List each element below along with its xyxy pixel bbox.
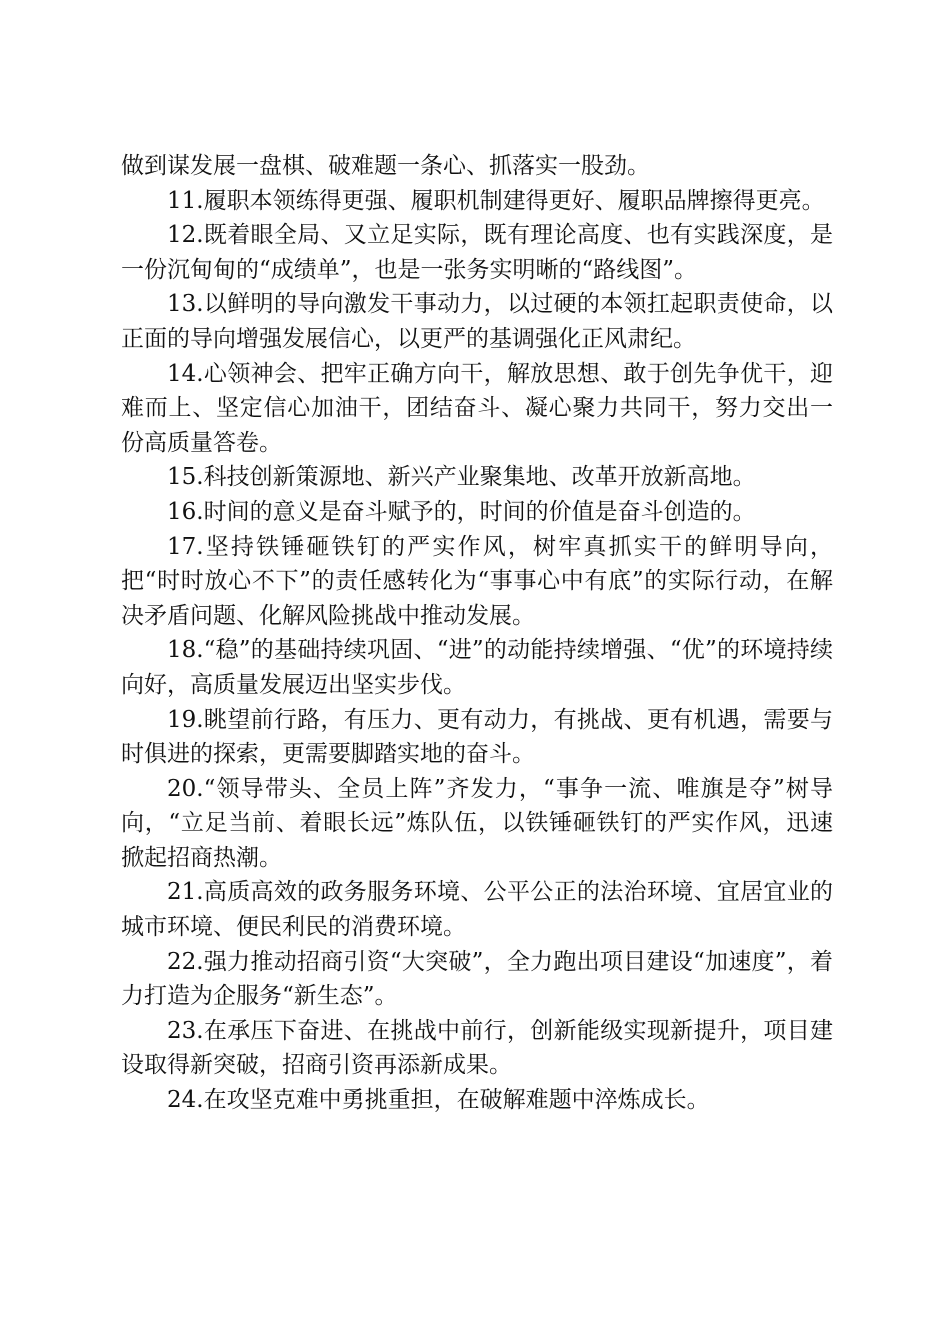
paragraph-item-20: 20.“领导带头、全员上阵”齐发力，“事争一流、唯旗是夺”树导向，“立足当前、着眼长远”炼队伍，以铁锤砸铁钉的严实作风，迅速掀起招商热潮。 [121, 775, 833, 871]
paragraph-item-18: 18.“稳”的基础持续巩固、“进”的动能持续增强、“优”的环境持续向好，高质量发展迈出坚实步伐。 [121, 637, 833, 698]
paragraph-item-12: 12.既着眼全局、又立足实际，既有理论高度、也有实践深度，是一份沉甸甸的“成绩单”，也是一张务实明晰的“路线图”。 [121, 222, 833, 283]
paragraph-item-21: 21.高质高效的政务服务环境、公平公正的法治环境、宜居宜业的城市环境、便民利民的消费环境。 [121, 879, 833, 941]
paragraph-item-17: 17.坚持铁锤砸铁钉的严实作风，树牢真抓实干的鲜明导向，把“时时放心不下”的责任感转化为“事事心中有底”的实际行动，在解决矛盾问题、化解风险挑战中推动发展。 [121, 533, 833, 629]
paragraph-item-24: 24.在攻坚克难中勇挑重担，在破解难题中淬炼成长。 [167, 1087, 710, 1114]
paragraph-item-14: 14.心领神会、把牢正确方向干，解放思想、敢于创先争优干，迎难而上、坚定信心加油干，团结奋斗、凝心聚力共同干，努力交出一份高质量答卷。 [121, 360, 833, 456]
paragraph-continuation: 做到谋发展一盘棋、破难题一条心、抓落实一股劲。 [121, 153, 650, 179]
paragraph-item-23: 23.在承压下奋进、在挑战中前行，创新能级实现新提升，项目建设取得新突破，招商引资再添新成果。 [121, 1017, 833, 1079]
paragraph-item-16: 16.时间的意义是奋斗赋予的，时间的价值是奋斗创造的。 [167, 498, 756, 525]
paragraph-item-22: 22.强力推动招商引资“大突破”，全力跑出项目建设“加速度”，着力打造为企服务“新生态”。 [121, 948, 833, 1010]
paragraph-item-13: 13.以鲜明的导向激发干事动力，以过硬的本领扛起职责使命，以正面的导向增强发展信心，以更严的基调强化正风肃纪。 [121, 291, 833, 352]
paragraph-item-15: 15.科技创新策源地、新兴产业聚集地、改革开放新高地。 [167, 464, 756, 491]
paragraph-item-19: 19.眺望前行路，有压力、更有动力，有挑战、更有机遇，需要与时俱进的探索，更需要脚踏实地的奋斗。 [121, 706, 833, 768]
paragraph-item-11: 11.履职本领练得更强、履职机制建得更好、履职品牌擦得更亮。 [167, 187, 825, 214]
document-body [121, 149, 833, 1118]
